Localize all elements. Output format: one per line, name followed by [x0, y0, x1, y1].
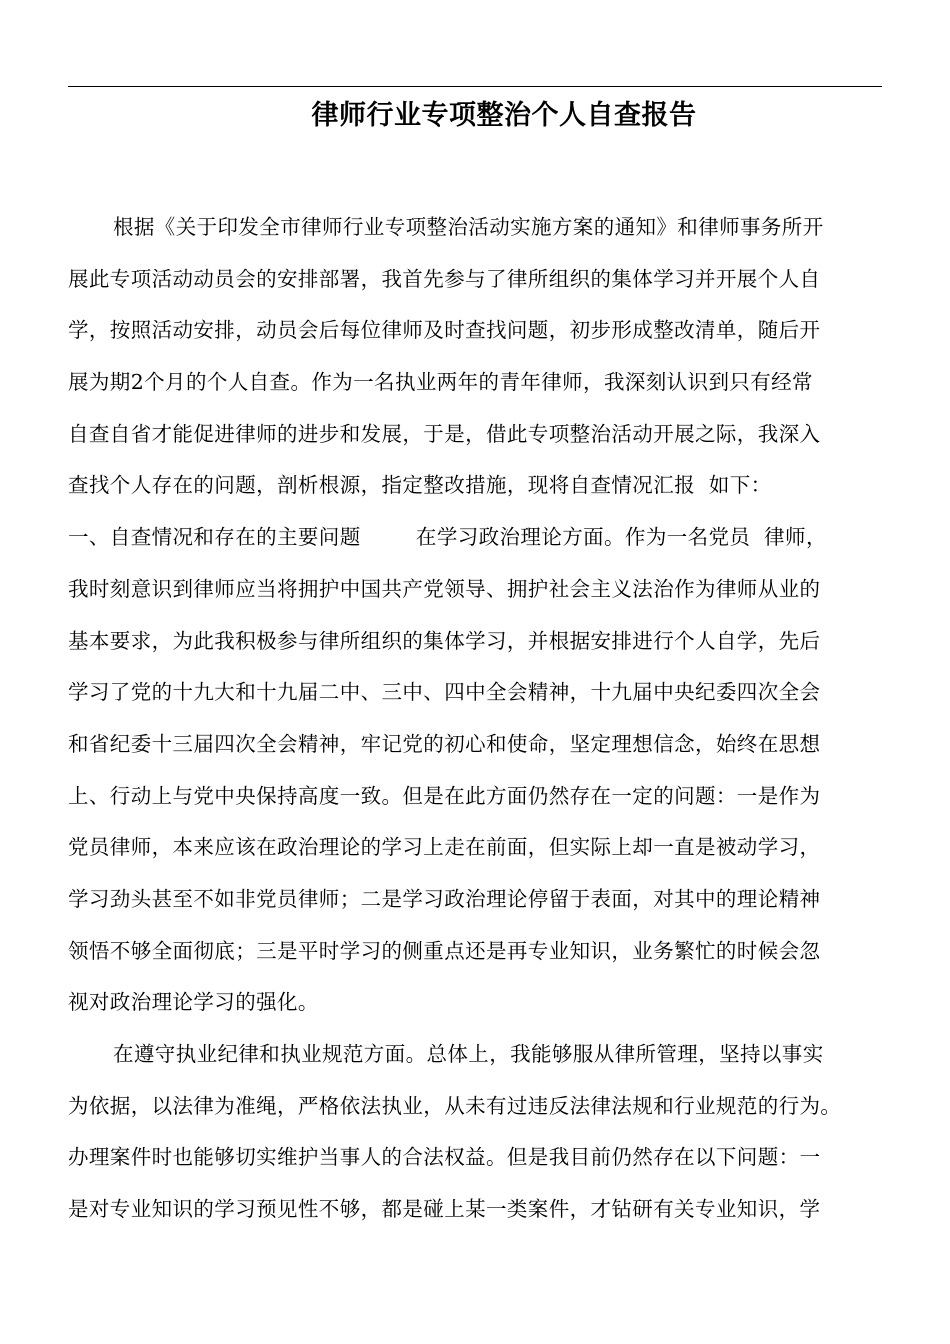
- document-title: 律师行业专项整治个人自查报告: [311, 100, 697, 131]
- paragraph-line: 学习了党的十九大和十九届二中、三中、四中全会精神，十九届中央纪委四次全会: [68, 680, 821, 705]
- paragraph-line: 领悟不够全面彻底；三是平时学习的侧重点还是再专业知识，业务繁忙的时候会忽: [68, 938, 821, 963]
- paragraph-line: 为依据，以法律为准绳，严格依法执业，从未有过违反法律法规和行业规范的行为。: [68, 1093, 842, 1118]
- paragraph-line: 自查自省才能促进律师的进步和发展，于是，借此专项整治活动开展之际，我深入: [68, 421, 821, 446]
- paragraph-line: 学习劲头甚至不如非党员律师；二是学习政治理论停留于表面，对其中的理论精神: [68, 886, 821, 911]
- paragraph-line: 学，按照活动安排，动员会后每位律师及时查找问题，初步形成整改清单，随后开: [68, 318, 821, 343]
- paragraph-line: 展此专项活动动员会的安排部署，我首先参与了律所组织的集体学习并开展个人自: [68, 266, 821, 291]
- header-rule: [68, 86, 882, 87]
- paragraph-line: 根据《关于印发全市律师行业专项整治活动实施方案的通知》和律师事务所开: [113, 215, 824, 239]
- paragraph-line: 展为期2个月的个人自查。作为一名执业两年的青年律师，我深刻认识到只有经常: [68, 370, 813, 395]
- paragraph-line: 我时刻意识到律师应当将拥护中国共产党领导、拥护社会主义法治作为律师从业的: [68, 576, 821, 601]
- paragraph-line: 查找个人存在的问题，剖析根源，指定整改措施，现将自查情况汇报 如下：: [68, 473, 772, 498]
- paragraph-line: 在遵守执业纪律和执业规范方面。总体上，我能够服从律所管理，坚持以事实: [113, 1042, 824, 1066]
- paragraph-line: 基本要求，为此我积极参与律所组织的集体学习，并根据安排进行个人自学，先后: [68, 628, 821, 653]
- paragraph-line: 视对政治理论学习的强化。: [68, 990, 319, 1015]
- paragraph-line: 一、自查情况和存在的主要问题 在学习政治理论方面。作为一名党员 律师，: [68, 525, 827, 550]
- paragraph-line: 办理案件时也能够切实维护当事人的合法权益。但是我目前仍然存在以下问题：一: [68, 1145, 821, 1170]
- paragraph-line: 党员律师，本来应该在政治理论的学习上走在前面，但实际上却一直是被动学习，: [68, 835, 821, 860]
- paragraph-line: 和省纪委十三届四次全会精神，牢记党的初心和使命，坚定理想信念，始终在思想: [68, 731, 821, 756]
- paragraph-line: 是对专业知识的学习预见性不够，都是碰上某一类案件，才钻研有关专业知识，学: [68, 1197, 821, 1222]
- document-body: [68, 208, 898, 1242]
- paragraph-line: 上、行动上与党中央保持高度一致。但是在此方面仍然存在一定的问题：一是作为: [68, 783, 821, 808]
